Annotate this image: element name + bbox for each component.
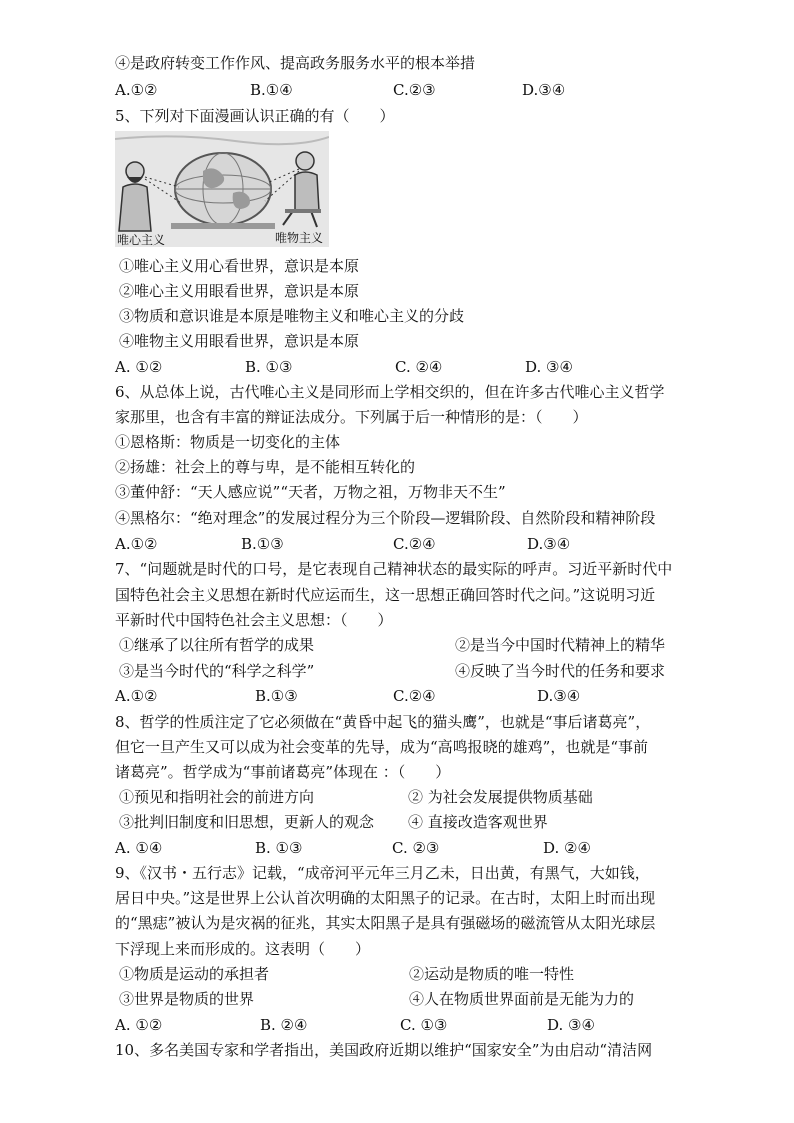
q10-stem-line-1: 10、多名美国专家和学者指出，美国政府近期以维护“国家安全”为由启动“清洁网 — [115, 1041, 653, 1059]
q8-option-a: A. ①④ — [115, 839, 163, 857]
q9-stem-line-4: 下浮现上来而形成的。这表明（ ） — [115, 940, 371, 958]
q7-stem-line-3: 平新时代中国特色社会主义思想：（ ） — [115, 611, 393, 629]
q9-item-2: ②运动是物质的唯一特性 — [409, 965, 575, 983]
q8-stem-line-1: 8、哲学的性质注定了它必须做在“黄昏中起飞的猫头鹰”，也就是“事后诸葛亮”， — [115, 713, 651, 731]
q5-option-b: B. ①③ — [245, 358, 293, 376]
q6-item-2: ②扬雄：社会上的尊与卑，是不能相互转化的 — [115, 458, 416, 476]
q9-stem-line-3: 的“黑痣”被认为是灾祸的征兆，其实太阳黑子是具有强磁场的磁流管从太阳光球层 — [115, 914, 656, 932]
q7-option-d: D.③④ — [537, 687, 581, 705]
q9-option-c: C. ①③ — [400, 1016, 448, 1034]
q6-item-3: ③董仲舒：“天人感应说”“天者，万物之祖，万物非天不生” — [115, 483, 506, 501]
cartoon-right-caption: 唯物主义 — [275, 231, 324, 245]
q7-item-2: ②是当今中国时代精神上的精华 — [455, 636, 666, 654]
q5-option-d: D. ③④ — [525, 358, 573, 376]
q7-item-4: ④反映了当今时代的任务和要求 — [455, 662, 666, 680]
q5-option-c: C. ②④ — [395, 358, 443, 376]
q7-items-row-2 — [119, 660, 719, 682]
q7-option-a: A.①② — [115, 687, 158, 705]
q8-stem-line-2: 但它一旦产生又可以成为社会变革的先导，成为“高鸣报晓的雄鸡”，也就是“事前 — [115, 738, 649, 756]
q5-options — [115, 356, 715, 378]
q9-items-row-1 — [119, 963, 719, 985]
q8-item-3: ③批判旧制度和旧思想，更新人的观念 — [119, 813, 375, 831]
q8-items-row-1 — [119, 786, 719, 808]
q8-option-d: D. ②④ — [543, 839, 591, 857]
q8-item-4: ④ 直接改造客观世界 — [408, 813, 548, 831]
q5-cartoon — [115, 131, 329, 247]
cartoon-illustration — [115, 131, 329, 247]
q5-item-1: ①唯心主义用心看世界，意识是本原 — [119, 257, 360, 275]
q7-items-row-1 — [119, 634, 719, 656]
q6-item-4: ④黑格尔：“绝对理念”的发展过程分为三个阶段—逻辑阶段、自然阶段和精神阶段 — [115, 509, 656, 527]
q4-option-b: B.①④ — [250, 81, 293, 99]
q6-option-c: C.②④ — [393, 535, 436, 553]
q9-option-a: A. ①② — [115, 1016, 163, 1034]
q9-item-1: ①物质是运动的承担者 — [119, 965, 270, 983]
q9-stem-line-2: 居日中央。”这是世界上公认首次明确的太阳黑子的记录。在古时，太阳上时而出现 — [115, 889, 656, 907]
q7-option-c: C.②④ — [393, 687, 436, 705]
q6-stem-line-1: 6、从总体上说，古代唯心主义是同形而上学相交织的，但在许多古代唯心主义哲学 — [115, 383, 665, 401]
q4-options — [115, 79, 715, 101]
q7-option-b: B.①③ — [255, 687, 298, 705]
q5-item-3: ③物质和意识谁是本原是唯物主义和唯心主义的分歧 — [119, 307, 465, 325]
q4-option-c: C.②③ — [393, 81, 436, 99]
q8-option-b: B. ①③ — [255, 839, 303, 857]
q5-item-2: ②唯心主义用眼看世界，意识是本原 — [119, 282, 360, 300]
q8-item-2: ② 为社会发展提供物质基础 — [408, 788, 593, 806]
cartoon-left-caption: 唯心主义 — [117, 233, 166, 247]
q8-option-c: C. ②③ — [392, 839, 440, 857]
q4-option-a: A.①② — [115, 81, 158, 99]
q6-options — [115, 533, 715, 555]
q9-option-b: B. ②④ — [260, 1016, 308, 1034]
q7-stem-line-2: 国特色社会主义思想在新时代应运而生，这一思想正确回答时代之问。”这说明习近 — [115, 586, 656, 604]
q6-option-a: A.①② — [115, 535, 158, 553]
q6-stem-line-2: 家那里，也含有丰富的辩证法成分。下列属于后一种情形的是：（ ） — [115, 408, 588, 426]
q6-option-b: B.①③ — [241, 535, 284, 553]
q6-item-1: ①恩格斯：物质是一切变化的主体 — [115, 433, 341, 451]
q4-item-4: ④是政府转变工作作风、提高政务服务水平的根本举措 — [115, 54, 476, 72]
q7-options — [115, 685, 715, 707]
q5-stem: 5、下列对下面漫画认识正确的有（ ） — [115, 107, 395, 125]
q9-item-3: ③世界是物质的世界 — [119, 990, 255, 1008]
q5-item-4: ④唯物主义用眼看世界，意识是本原 — [119, 332, 360, 350]
q9-item-4: ④人在物质世界面前是无能为力的 — [409, 990, 635, 1008]
q4-option-d: D.③④ — [522, 81, 566, 99]
q9-option-d: D. ③④ — [547, 1016, 595, 1034]
q8-stem-line-3: 诸葛亮”。哲学成为“事前诸葛亮”体现在 ：（ ） — [115, 763, 451, 781]
q7-item-1: ①继承了以往所有哲学的成果 — [119, 636, 315, 654]
q6-option-d: D.③④ — [527, 535, 571, 553]
q7-stem-line-1: 7、“问题就是时代的口号，是它表现自己精神状态的最实际的呼声。习近平新时代中 — [115, 560, 673, 578]
q8-item-1: ①预见和指明社会的前进方向 — [119, 788, 315, 806]
q7-item-3: ③是当今时代的“科学之科学” — [119, 662, 315, 680]
q9-items-row-2 — [119, 988, 719, 1010]
q5-option-a: A. ①② — [115, 358, 163, 376]
q8-items-row-2 — [119, 811, 719, 833]
q9-stem-line-1: 9、《汉书・五行志》记载，“成帝河平元年三月乙未，日出黄，有黑气，大如钱， — [115, 864, 650, 882]
q8-options — [115, 837, 715, 859]
q9-options — [115, 1014, 715, 1036]
